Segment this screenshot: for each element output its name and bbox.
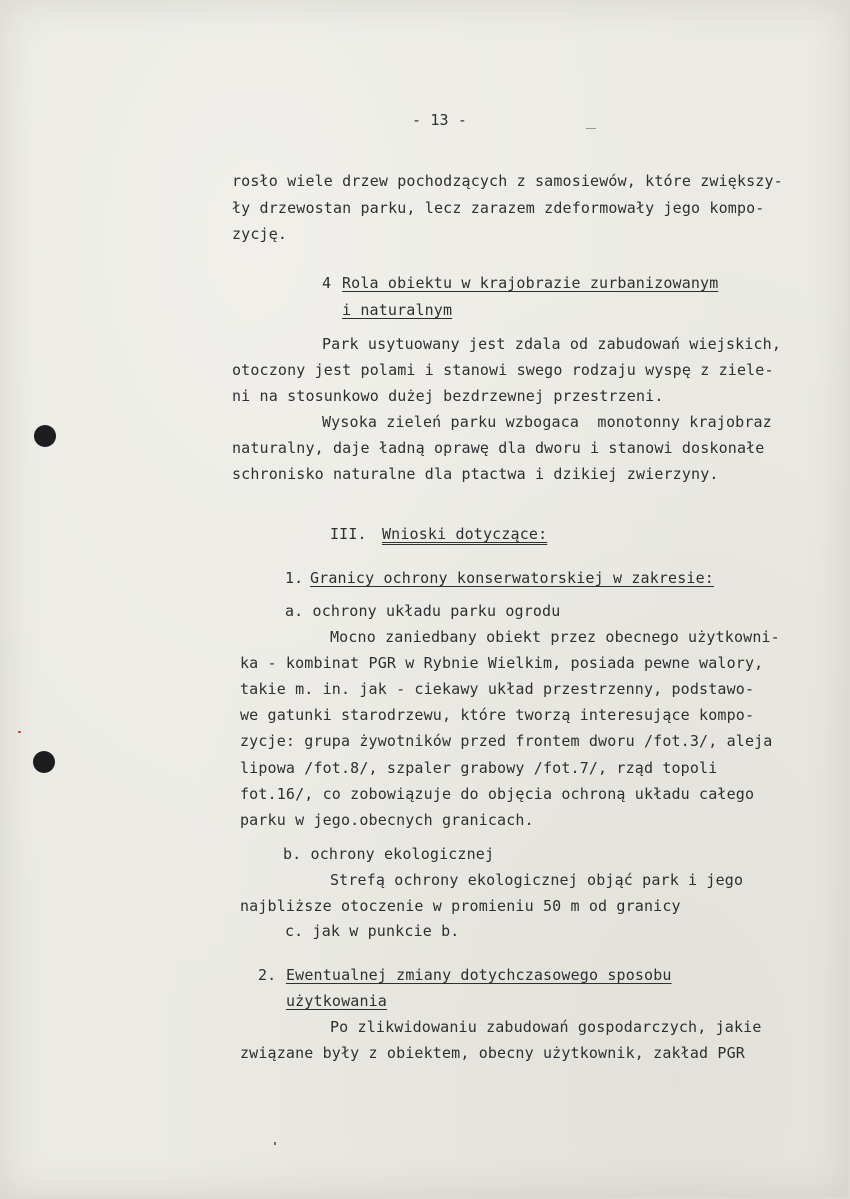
paper-speck <box>18 731 21 733</box>
section4-p2-line-3: schronisko naturalne dla ptactwa i dzikiej zwierzyny. <box>232 465 719 483</box>
section4-p1-line-2: otoczony jest polami i stanowi swego rodzaju wyspę z ziele- <box>232 361 774 379</box>
paper-mark <box>274 1142 276 1145</box>
section4-heading-line-1: Rola obiektu w krajobrazie zurbanizowanym <box>342 274 719 292</box>
page-number: - 13 - <box>412 111 468 129</box>
section4-p2-line-2: naturalny, daje ładną oprawę dla dworu i stanowi doskonałe <box>232 439 765 457</box>
section4-p1-line-3: ni na stosunkowo dużej bezdrzewnej przestrzeni. <box>232 387 664 405</box>
item-a-line-6: lipowa /fot.8/, szpaler grabowy /fot.7/, rząd topoli <box>240 759 718 777</box>
item-a-line-5: zycje: grupa żywotników przed frontem dworu /fot.3/, aleja <box>240 732 773 750</box>
item2-line-1: Po zlikwidowaniu zabudowań gospodarczych, jakie <box>330 1018 762 1036</box>
item2-line-2: związane były z obiektem, obecny użytkownik, zakład PGR <box>240 1044 745 1062</box>
item-a-line-3: takie m. in. jak - ciekawy układ przestrzenny, podstawo- <box>240 680 755 698</box>
binder-hole-top <box>34 425 56 447</box>
item-a-line-4: we gatunki starodrzewu, które tworzą interesujące kompo- <box>240 706 755 724</box>
pencil-mark <box>586 128 596 129</box>
section4-p2-line-1: Wysoka zieleń parku wzbogaca monotonny krajobraz <box>322 413 772 431</box>
item-b-line-1: Strefą ochrony ekologicznej objąć park i jego <box>330 871 744 889</box>
section3-number: III. <box>330 525 367 543</box>
item2-title-line-2: użytkowania <box>286 992 387 1010</box>
item2-number: 2. <box>258 966 277 984</box>
item-a-heading: a. ochrony układu parku ogrodu <box>285 602 561 620</box>
intro-line-2: ły drzewostan parku, lecz zarazem zdeformowały jego kompo- <box>232 199 765 217</box>
item1-title: Granicy ochrony konserwatorskiej w zakresie: <box>310 569 714 587</box>
item1-number: 1. <box>285 569 304 587</box>
item-a-line-7: fot.16/, co zobowiązuje do objęcia ochroną układu całego <box>240 785 755 803</box>
item-b-line-2: najbliższe otoczenie w promieniu 50 m od granicy <box>240 897 681 915</box>
intro-line-1: rosło wiele drzew pochodzących z samosiewów, które zwiększy- <box>232 172 783 190</box>
binder-hole-bottom <box>33 751 55 773</box>
item-c-heading: c. jak w punkcie b. <box>285 922 460 940</box>
section4-p1-line-1: Park usytuowany jest zdala od zabudowań wiejskich, <box>322 335 782 353</box>
item-a-line-1: Mocno zaniedbany obiekt przez obecnego użytkowni- <box>330 628 780 646</box>
item-a-line-8: parku w jego.obecnych granicach. <box>240 811 534 829</box>
item2-title-line-1: Ewentualnej zmiany dotychczasowego sposobu <box>286 966 672 984</box>
intro-line-3: zycję. <box>232 225 288 243</box>
item-a-line-2: ka - kombinat PGR w Rybnie Wielkim, posiada pewne walory, <box>240 654 764 672</box>
section3-title: Wnioski dotyczące: <box>382 525 548 543</box>
section4-heading-number: 4 <box>322 274 332 292</box>
item-b-heading: b. ochrony ekologicznej <box>283 845 495 863</box>
section4-heading-line-2: i naturalnym <box>342 301 453 319</box>
